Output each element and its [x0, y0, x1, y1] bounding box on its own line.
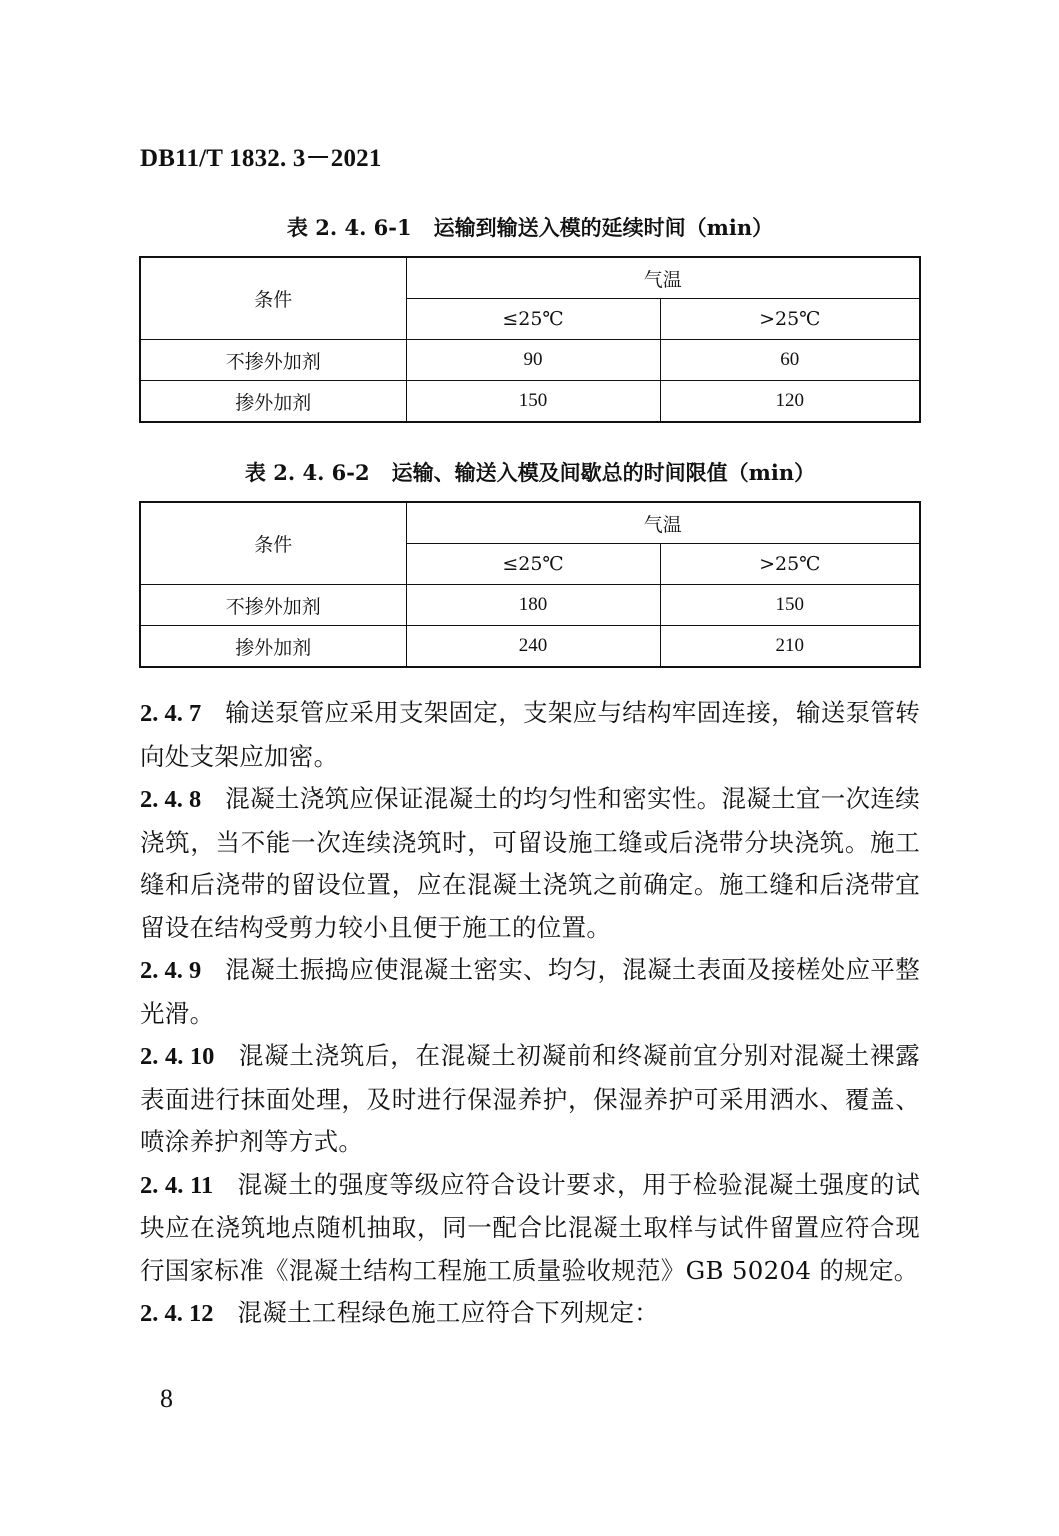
clause-text: 混凝土浇筑应保证混凝土的均匀性和密实性。混凝土宜一次连续浇筑，当不能一次连续浇筑时，可留设施工缝或后浇带分块浇筑。施工缝和后浇带的留设位置，应在混凝土浇筑之前确定。施工缝和后浇带宜留设在结构受剪力较小且便于施工的位置。 — [140, 784, 920, 942]
clause-number: 2. 4. 12 — [140, 1300, 214, 1327]
table1-row-label: 不掺外加剂 — [140, 340, 406, 381]
table2-cell: 150 — [660, 585, 920, 626]
table2-header-condition: 条件 — [140, 502, 406, 585]
clause-2-4-12 — [140, 1292, 920, 1336]
clause-text: 混凝土浇筑后，在混凝土初凝前和终凝前宜分别对混凝土裸露表面进行抹面处理，及时进行保湿养护，保湿养护可采用洒水、覆盖、喷涂养护剂等方式。 — [140, 1041, 920, 1156]
table2-header-temp: 气温 — [406, 502, 920, 544]
table-row — [140, 340, 920, 381]
table2-cell: 180 — [406, 585, 660, 626]
body-text — [140, 692, 920, 1336]
clause-number: 2. 4. 7 — [140, 700, 202, 727]
table1-number: 表 2. 4. 6-1 — [286, 215, 412, 240]
table1-header-condition: 条件 — [140, 257, 406, 340]
clause-2-4-9 — [140, 949, 920, 1035]
table2-row-label: 不掺外加剂 — [140, 585, 406, 626]
clause-text: 输送泵管应采用支架固定，支架应与结构牢固连接，输送泵管转向处支架应加密。 — [140, 698, 920, 771]
table1-col-low: ≤25℃ — [406, 299, 660, 340]
table1-caption — [140, 212, 920, 242]
table2-title: 运输、输送入模及间歇总的时间限值（min） — [391, 460, 816, 485]
table-row — [140, 381, 920, 423]
clause-2-4-10 — [140, 1035, 920, 1164]
table1-cell: 60 — [660, 340, 920, 381]
table2-caption — [140, 457, 920, 487]
clause-text: 混凝土振捣应使混凝土密实、均匀，混凝土表面及接槎处应平整光滑。 — [140, 955, 920, 1028]
clause-2-4-7 — [140, 692, 920, 778]
table2-col-high: >25℃ — [660, 544, 920, 585]
table2-number: 表 2. 4. 6-2 — [244, 460, 370, 485]
table1 — [139, 256, 921, 423]
table1-cell: 120 — [660, 381, 920, 423]
clause-2-4-11 — [140, 1164, 920, 1293]
table1-col-high: >25℃ — [660, 299, 920, 340]
table1-cell: 90 — [406, 340, 660, 381]
table2-cell: 240 — [406, 626, 660, 668]
table1-header-temp: 气温 — [406, 257, 920, 299]
clause-number: 2. 4. 8 — [140, 786, 202, 813]
clause-2-4-8 — [140, 778, 920, 949]
table2-row-label: 掺外加剂 — [140, 626, 406, 668]
table2-cell: 210 — [660, 626, 920, 668]
clause-text: 混凝土的强度等级应符合设计要求，用于检验混凝土强度的试块应在浇筑地点随机抽取，同一配合比混凝土取样与试件留置应符合现行国家标准《混凝土结构工程施工质量验收规范》GB 50204 的规定。 — [140, 1169, 920, 1285]
table1-title: 运输到输送入模的延续时间（min） — [433, 215, 774, 240]
table-row — [140, 626, 920, 668]
table1-row-label: 掺外加剂 — [140, 381, 406, 423]
table2-col-low: ≤25℃ — [406, 544, 660, 585]
page-number: 8 — [160, 1384, 173, 1413]
table-row — [140, 585, 920, 626]
standard-code: DB11/T 1832. 3－2021 — [140, 145, 382, 172]
clause-number: 2. 4. 9 — [140, 957, 202, 984]
table1-cell: 150 — [406, 381, 660, 423]
clause-number: 2. 4. 11 — [140, 1171, 214, 1199]
table2 — [139, 501, 921, 668]
clause-text: 混凝土工程绿色施工应符合下列规定： — [237, 1298, 660, 1327]
clause-number: 2. 4. 10 — [140, 1043, 215, 1070]
